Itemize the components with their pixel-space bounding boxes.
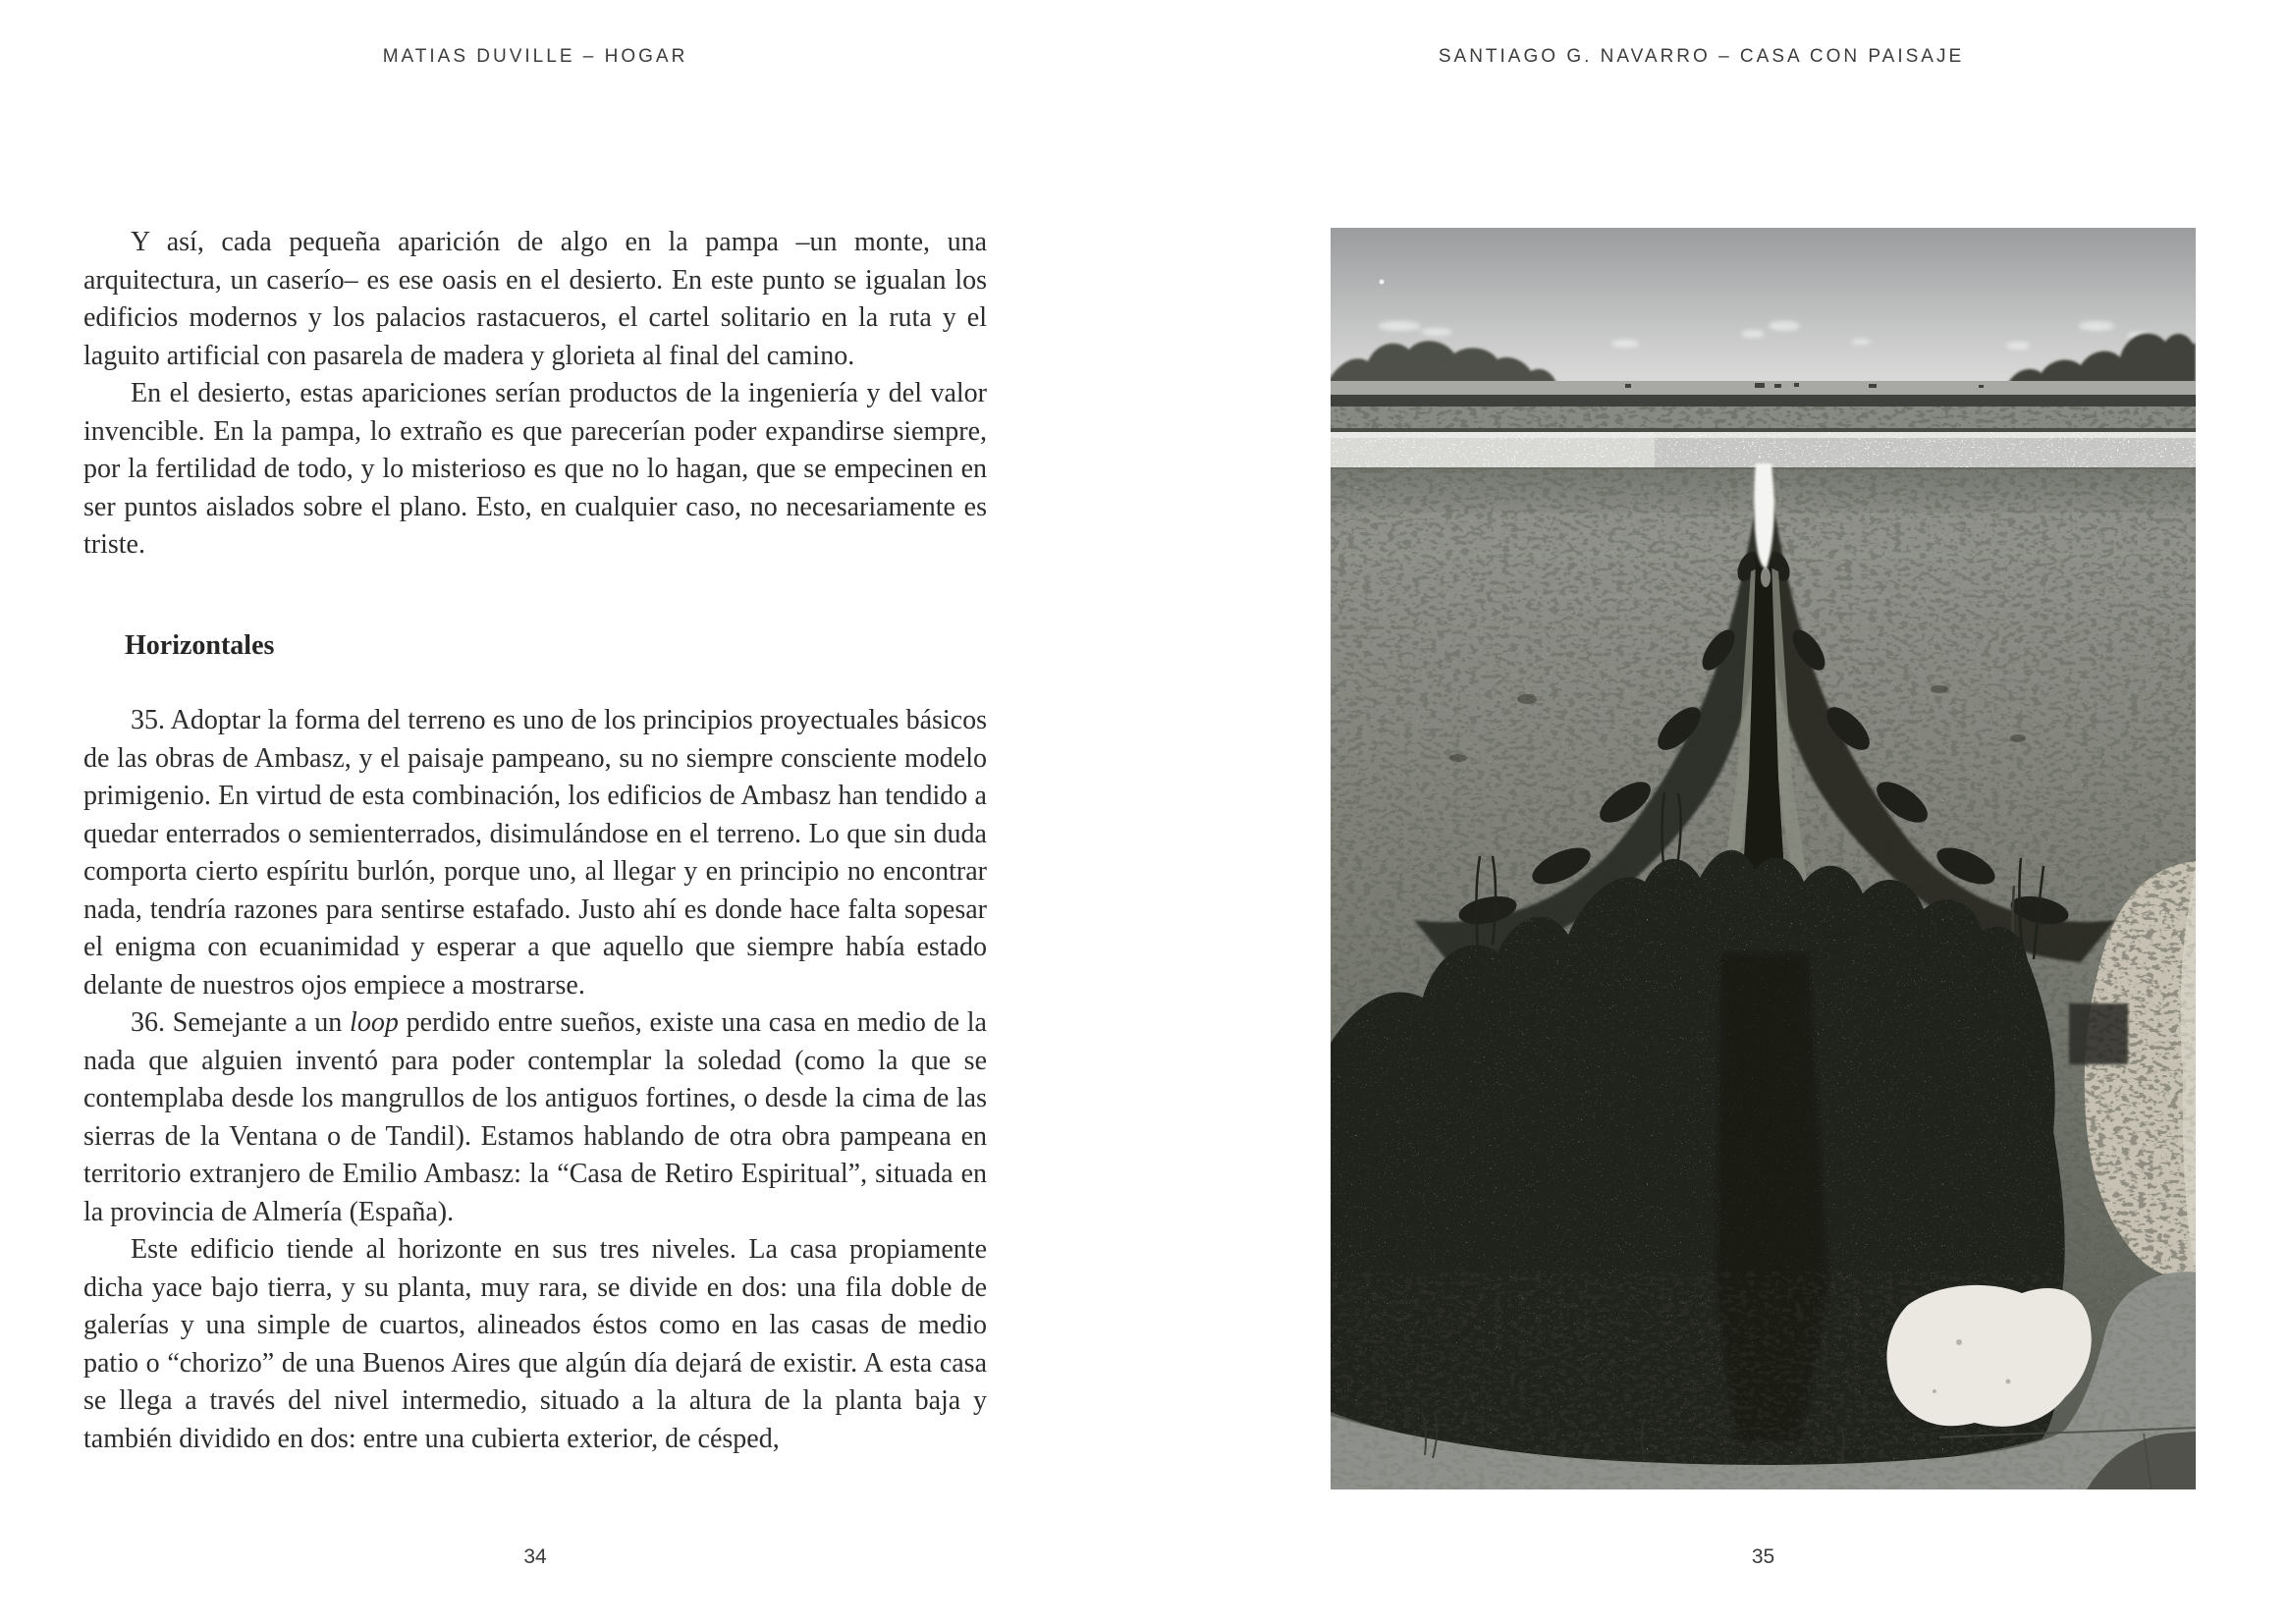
italic-word: loop (350, 1007, 399, 1038)
paragraph-5: Este edificio tiende al horizonte en sus tres niveles. La casa propiamente dicha yace bajo tierra, y su planta, muy rara, se divide en dos: una fila doble de galerías y una simple de cuartos, alineados éstos como en las casas de medio patio o “chorizo” de una Buenos Aires que algún día dejará de existir. A esta casa se llega a través del nivel intermedio, situado a la altura de la planta baja y también dividido en dos: entre una cubierta exterior, de césped, (83, 1234, 987, 1454)
landscape-photo-canvas (1331, 228, 2196, 1489)
right-page-number: 35 (1751, 1545, 1775, 1568)
horizon-strips (1331, 381, 2196, 432)
paragraph-4-start: 36. Semejante a un (131, 1007, 351, 1038)
paragraph-4-end: perdido entre sueños, existe una casa en medio de la nada que alguien inventó para poder contemplar la soledad (como la que se contemplaba desde los mangrullos de los antiguos fortines, o desde la cima de las sierras de la Ventana o de Tandil). Estamos hablando de otra obra pampeana en territorio extranjero de Emilio Ambasz: la “Casa de Retiro Espiritual”, situada en la provincia de Almería (España). (83, 1007, 987, 1227)
right-running-header: SANTIAGO G. NAVARRO – CASA CON PAISAJE (1438, 46, 1965, 67)
paragraph-1: Y así, cada pequeña aparición de algo en la pampa –un monte, una arquitectura, un caserío– es ese oasis en el desierto. En este punto se igualan los edificios modernos y los palacios rastacueros, el cartel solitario en la ruta y el laguito artificial con pasarela de madera y glorieta al final del camino. (83, 227, 987, 371)
paragraph-4 (83, 1004, 987, 1231)
paragraph-3: 35. Adoptar la forma del terreno es uno de los principios proyectuales básicos de las obras de Ambasz, y el paisaje pampeano, su no siempre consciente modelo primigenio. En virtud de esta combinación, los edificios de Ambasz han tendido a quedar enterrados o semienterrados, disimulándose en el terreno. Lo que sin duda comporta cierto espíritu burlón, porque uno, al llegar y en principio no encontrar nada, tendría razones para sentirse estafado. Justo ahí es donde hace falta sopesar el enigma con ecuanimidad y esperar a que aquello que siempre había estado delante de nuestros ojos empiece a mostrarse. (83, 705, 987, 1001)
left-page-number: 34 (523, 1545, 547, 1568)
paragraph-2: En el desierto, estas apariciones serían productos de la ingeniería y del valor invencible. En la pampa, lo extraño es que parecerían poder expandirse siempre, por la fertilidad de todo, y lo misterioso es que no lo hagan, que se empecinen en ser puntos aislados sobre el plano. Esto, en cualquier caso, no necesariamente es triste. (83, 378, 987, 560)
left-running-header: MATIAS DUVILLE – HOGAR (382, 46, 688, 67)
left-page-text-column (83, 224, 987, 1458)
section-heading: Horizontales (125, 629, 275, 661)
landscape-photograph (1331, 228, 2196, 1489)
